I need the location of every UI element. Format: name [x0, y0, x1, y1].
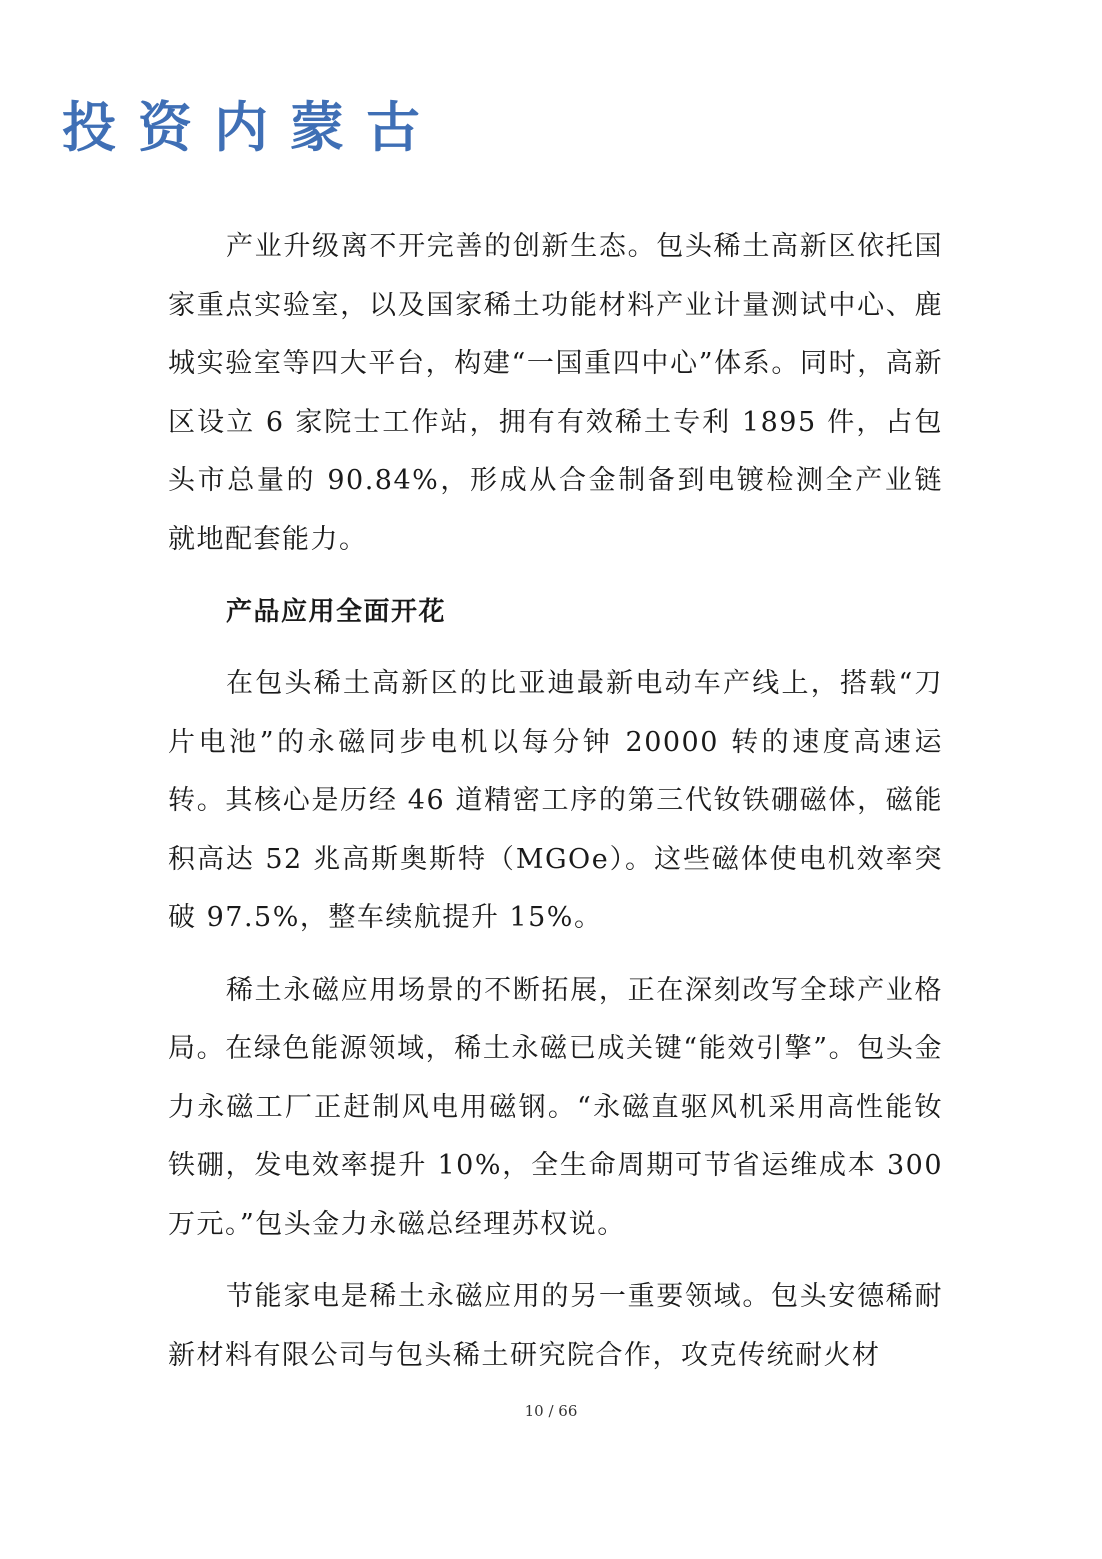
paragraph-innovation-ecosystem: 产业升级离不开完善的创新生态。包头稀土高新区依托国家重点实验室，以及国家稀土功能材料产业计量测试中心、鹿城实验室等四大平台，构建“一国重四中心”体系。同时，高新区设立 6 家院士工作站，拥有有效稀土专利 1895 件，占包头市总量的 90.84%，形成从合金制备到电镀检测全产业链就地配套能力。 — [168, 231, 943, 555]
paragraph-byd-motor: 在包头稀土高新区的比亚迪最新电动车产线上，搭载“刀片电池”的永磁同步电机以每分钟 20000 转的速度高速运转。其核心是历经 46 道精密工序的第三代钕铁硼磁体，磁能积高达 52 兆高斯奥斯特（MGOe）。这些磁体使电机效率突破 97.5%，整车续航提升 15%。 — [168, 668, 943, 933]
paragraph-green-energy: 稀土永磁应用场景的不断拓展，正在深刻改写全球产业格局。在绿色能源领域，稀土永磁已成关键“能效引擎”。包头金力永磁工厂正赶制风电用磁钢。“永磁直驱风机采用高性能钕铁硼，发电效率提升 10%，全生命周期可节省运维成本 300 万元。”包头金力永磁总经理苏权说。 — [168, 974, 943, 1240]
paragraph-gap — [168, 641, 943, 655]
section-subheading: 产品应用全面开花 — [226, 597, 447, 627]
page-header-title: 投资内蒙古 — [62, 95, 442, 159]
article-body — [168, 218, 943, 1385]
paragraph-home-appliances: 节能家电是稀土永磁应用的另一重要领域。包头安德稀耐新材料有限公司与包头稀土研究院合作，攻克传统耐火材 — [168, 1281, 943, 1371]
paragraph-gap — [168, 1254, 943, 1268]
paragraph-gap — [168, 948, 943, 962]
paragraph-gap — [168, 569, 943, 583]
page-number: 10 / 66 — [524, 1402, 578, 1420]
